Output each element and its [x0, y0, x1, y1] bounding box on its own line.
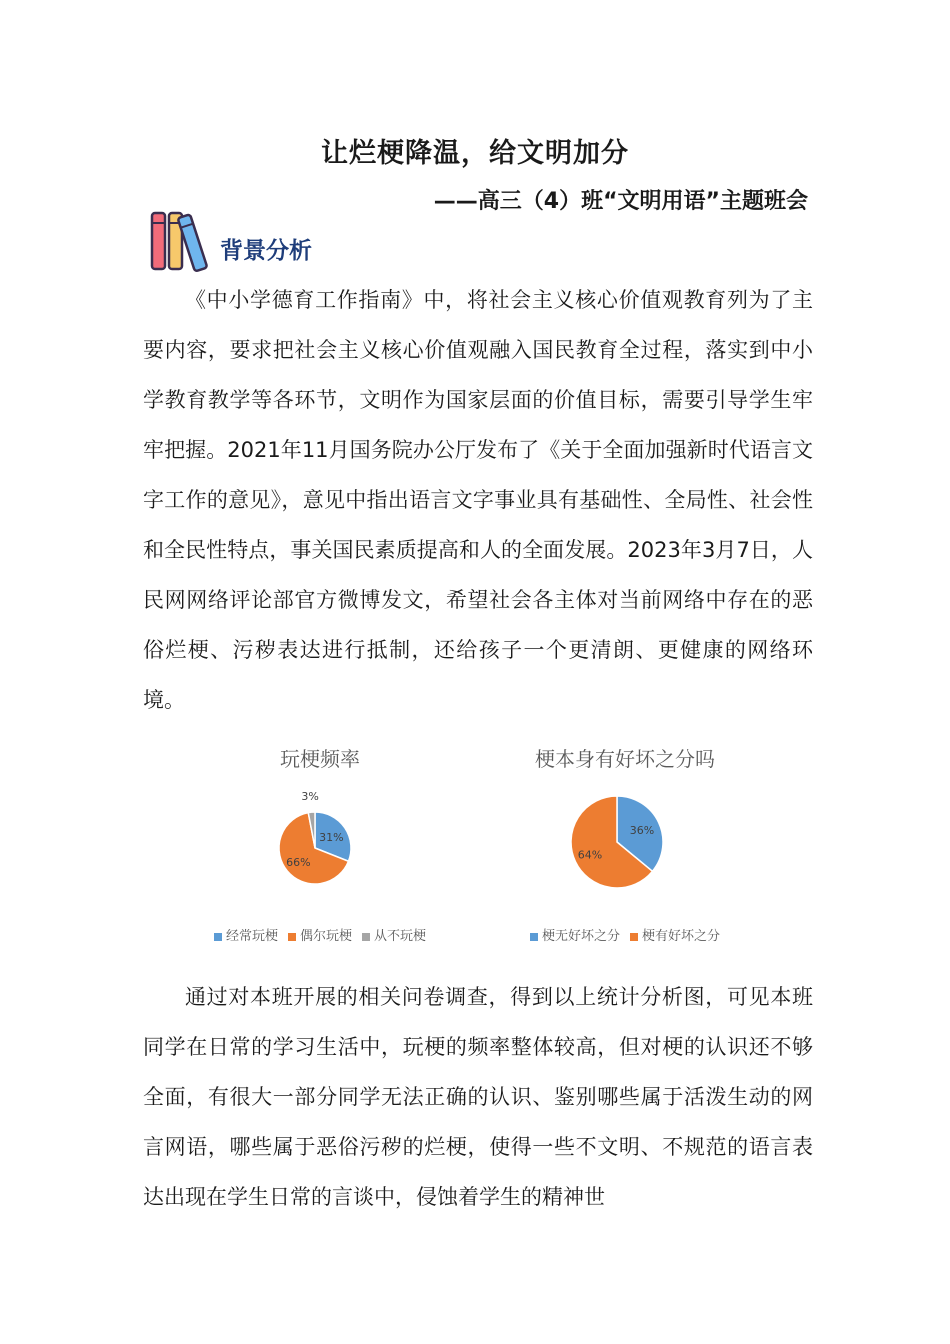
- pie-chart-opinion: [480, 735, 770, 955]
- section-heading: 背景分析: [220, 238, 312, 264]
- legend-label: 梗有好坏之分: [642, 929, 721, 944]
- pie-chart-svg: [180, 735, 460, 925]
- pie-chart-frequency: [180, 735, 460, 955]
- legend-item: [288, 925, 352, 944]
- legend-label: 梗无好坏之分: [541, 929, 620, 944]
- legend-label: 经常玩梗: [225, 929, 278, 944]
- legend-label: 从不玩梗: [374, 929, 427, 944]
- legend-swatch: [630, 933, 638, 941]
- pie-data-label: 66%: [286, 855, 311, 869]
- paragraph: 通过对本班开展的相关问卷调查，得到以上统计分析图，可见本班同学在日常的学习生活中，玩梗的频率整体较高，但对梗的认识还不够全面，有很大一部分同学无法正确的认识、鉴别哪些属于活泼生动的网言网语，哪些属于恶俗污秽的烂梗，使得一些不文明、不规范的语言表达出现在学生日常的言谈中，侵蚀着学生的精神世: [143, 985, 813, 1209]
- pie-data-label: 36%: [629, 824, 655, 838]
- legend-item: [362, 925, 426, 944]
- document-subtitle: ——高三（4）班“文明用语”主题班会: [433, 189, 808, 214]
- legend-item: [214, 925, 278, 944]
- section-header: [148, 209, 448, 275]
- pie-chart-svg: [480, 735, 770, 925]
- legend-item: [630, 925, 720, 944]
- pie-data-label: 31%: [319, 830, 344, 844]
- chart-legend: [480, 925, 770, 944]
- paragraph: 《中小学德育工作指南》中，将社会主义核心价值观教育列为了主要内容，要求把社会主义核心价值观融入国民教育全过程，落实到中小学教育教学等各环节，文明作为国家层面的价值目标，需要引导学生牢牢把握。2021年11月国务院办公厅发布了《关于全面加强新时代语言文字工作的意见》，意见中指出语言文字事业具有基础性、全局性、社会性和全民性特点，事关国民素质提高和人的全面发展。2023年3月7日，人民网网络评论部官方微博发文，希望社会各主体对当前网络中存在的恶俗烂梗、污秽表达进行抵制，还给孩子一个更清朗、更健康的网络环境。: [143, 288, 813, 712]
- legend-label: 偶尔玩梗: [299, 929, 352, 944]
- legend-item: [530, 925, 620, 944]
- legend-swatch: [530, 933, 538, 941]
- books-icon: [148, 209, 218, 275]
- document-title: 让烂梗降温，给文明加分: [321, 138, 629, 169]
- legend-swatch: [214, 933, 222, 941]
- pie-data-label: 64%: [577, 848, 603, 862]
- legend-swatch: [362, 933, 370, 941]
- chart-title: 梗本身有好坏之分吗: [535, 747, 715, 771]
- chart-legend: [180, 925, 460, 944]
- legend-swatch: [288, 933, 296, 941]
- pie-data-label: 3%: [301, 790, 319, 804]
- chart-title: 玩梗频率: [280, 747, 360, 771]
